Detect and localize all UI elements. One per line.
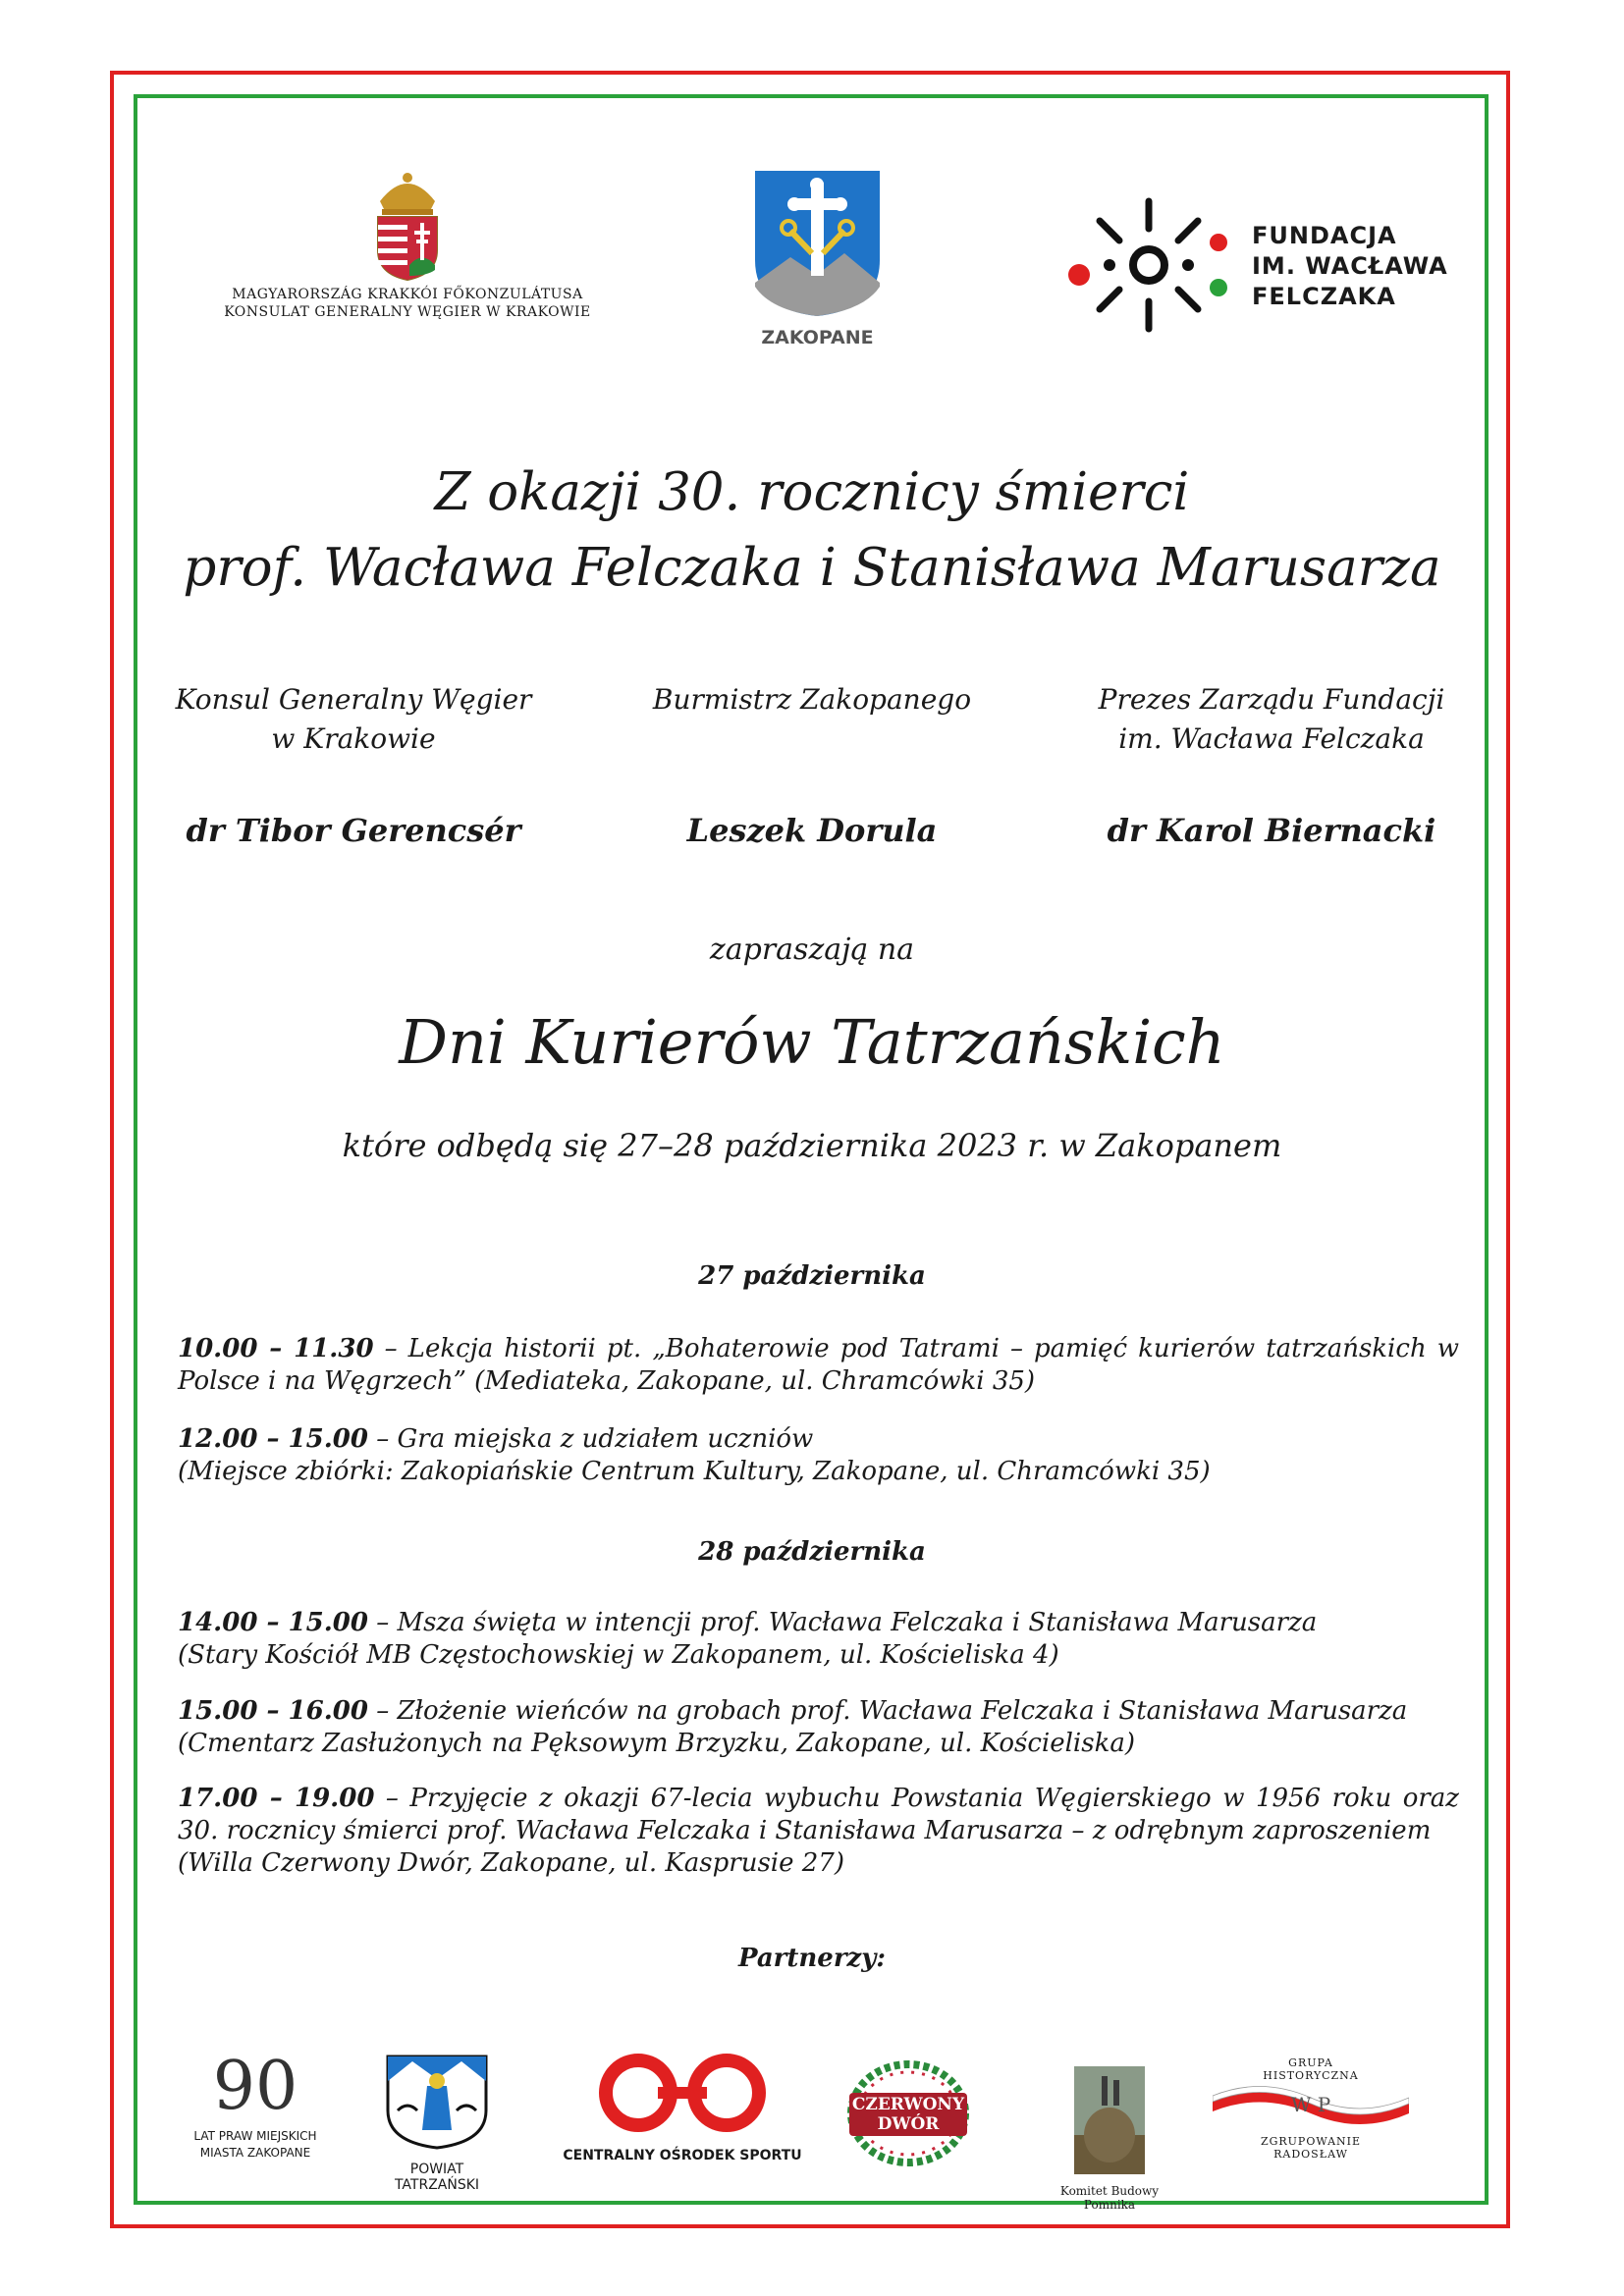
schedule-item (178, 1423, 1459, 1488)
consulate-name-hungarian: MAGYARORSZÁG KRAKKÓI FŐKONZULÁTUSA (232, 287, 583, 302)
hungarian-coat-of-arms-icon (370, 172, 445, 282)
host-name-2: Leszek Dorula (686, 812, 938, 849)
foundation-name-line2: IM. WACŁAWA (1252, 252, 1448, 280)
schedule-desc: – Msza święta w intencji prof. Wacława Felczaka i Stanisława Marusarza (367, 1608, 1318, 1637)
foundation-logo (1065, 191, 1448, 343)
schedule-location: (Stary Kościół MB Częstochowskiej w Zakopanem, ul. Kościeliska 4) (178, 1640, 1059, 1670)
foundation-name (1252, 221, 1448, 312)
schedule-time: 14.00 – 15.00 (178, 1608, 368, 1637)
schedule-time: 10.00 – 11.30 (178, 1334, 374, 1363)
foundation-sun-icon (1065, 191, 1232, 339)
event-dates: które odbędą się 27–28 października 2023 r. w Zakopanem (342, 1127, 1282, 1164)
host-role-1-line2: w Krakowie (271, 722, 436, 755)
schedule-desc: – Złożenie wieńców na grobach prof. Wacława Felczaka i Stanisława Marusarza (367, 1696, 1408, 1726)
partners-heading: Partnerzy: (737, 1944, 887, 1973)
partner-grupa-line3: ZGRUPOWANIE (1260, 2135, 1362, 2148)
consulate-logo (211, 172, 604, 321)
invite-text: zapraszają na (709, 933, 915, 967)
partner-komitet-logo (1036, 2066, 1183, 2212)
svg-text:W P: W P (1290, 2093, 1331, 2116)
title-line-1: Z okazji 30. rocznicy śmierci (434, 462, 1190, 522)
monument-photo-icon (1074, 2066, 1145, 2174)
schedule-desc: – Gra miejska z udziałem uczniów (367, 1424, 814, 1454)
zakopane-label: ZAKOPANE (761, 327, 874, 348)
schedule-item (178, 1333, 1459, 1398)
partner-powiat-label: POWIAT TATRZAŃSKI (394, 2162, 480, 2193)
partner-komitet-label: Komitet Budowy Pomnika (1059, 2184, 1160, 2212)
partner-czerwony-dwor-line1: CZERWONY (851, 2095, 965, 2114)
schedule-location: (Cmentarz Zasłużonych na Pęksowym Brzyzku, Zakopane, ul. Kościeliska) (178, 1729, 1135, 1758)
partner-grupa-line1: GRUPA (1288, 2056, 1333, 2069)
schedule-time: 15.00 – 16.00 (178, 1696, 368, 1726)
title-line-2: prof. Wacława Felczaka i Stanisława Marusarza (183, 538, 1441, 598)
host-role-3-line2: im. Wacława Felczaka (1118, 722, 1425, 755)
schedule-item (178, 1607, 1459, 1672)
partner-grupa-historyczna-logo (1213, 2056, 1409, 2161)
foundation-name-line1: FUNDACJA (1252, 222, 1397, 249)
powiat-shield-icon (383, 2052, 491, 2150)
partner-czerwony-dwor-logo (844, 2059, 972, 2171)
zakopane-coat-of-arms-icon (751, 167, 884, 319)
host-role-1-line1: Konsul Generalny Węgier (175, 683, 532, 716)
zakopane-logo (751, 167, 884, 348)
schedule-location: (Willa Czerwony Dwór, Zakopane, ul. Kasprusie 27) (178, 1848, 844, 1878)
event-name: Dni Kurierów Tatrzańskich (399, 1006, 1225, 1078)
host-name-1: dr Tibor Gerencsér (186, 812, 521, 849)
host-role-1 (147, 680, 560, 759)
schedule-item (178, 1695, 1459, 1760)
host-role-3 (1065, 680, 1478, 759)
schedule-time: 12.00 – 15.00 (178, 1424, 368, 1454)
partner-90-line2: MIASTA ZAKOPANE (199, 2146, 311, 2160)
schedule-location: (Miejsce zbiórki: Zakopiańskie Centrum Kultury, Zakopane, ul. Chramcówki 35) (178, 1457, 1211, 1486)
host-name-3: dr Karol Biernacki (1107, 812, 1436, 849)
partner-90-lat-logo (191, 2048, 319, 2162)
host-role-3-line1: Prezes Zarządu Fundacji (1098, 683, 1445, 716)
host-role-2 (606, 680, 1018, 720)
partner-czerwony-dwor-text (844, 2095, 972, 2134)
schedule-item (178, 1783, 1459, 1880)
partner-grupa-line4: RADOSŁAW (1273, 2148, 1348, 2161)
partner-grupa-line2: HISTORYCZNA (1263, 2069, 1359, 2082)
partner-90-number: 90 (212, 2048, 298, 2125)
consulate-name-polish: KONSULAT GENERALNY WĘGIER W KRAKOWIE (224, 304, 591, 320)
day-heading-2: 28 października (698, 1537, 926, 1567)
foundation-name-line3: FELCZAKA (1252, 283, 1396, 310)
schedule-time: 17.00 – 19.00 (178, 1784, 375, 1813)
partner-cos-logo (560, 2054, 805, 2163)
schedule-desc: – Lekcja historii pt. „Bohaterowie pod Tatrami – pamięć kurierów tatrzańskich w Polsce i na Węgrzech” (Mediateka, Zakopane, ul. Chramcówki 35) (178, 1334, 1460, 1396)
cos-rings-icon (565, 2054, 800, 2132)
host-role-2-line1: Burmistrz Zakopanego (652, 683, 972, 716)
invitation-title (147, 454, 1477, 606)
partner-czerwony-dwor-line2: DWÓR (877, 2114, 940, 2134)
partner-90-line1: LAT PRAW MIEJSKICH (193, 2129, 317, 2143)
partner-cos-label: CENTRALNY OŚRODEK SPORTU (563, 2148, 802, 2163)
day-heading-1: 27 października (698, 1261, 926, 1291)
partner-powiat-logo (368, 2052, 506, 2193)
schedule-desc: – Przyjęcie z okazji 67-lecia wybuchu Powstania Węgierskiego w 1956 roku oraz 30. rocznicy śmierci prof. Wacława Felczaka i Stanisława Marusarza – z odrębnym zaproszeniem (178, 1784, 1459, 1845)
flag-ribbon-icon (1213, 2082, 1409, 2131)
